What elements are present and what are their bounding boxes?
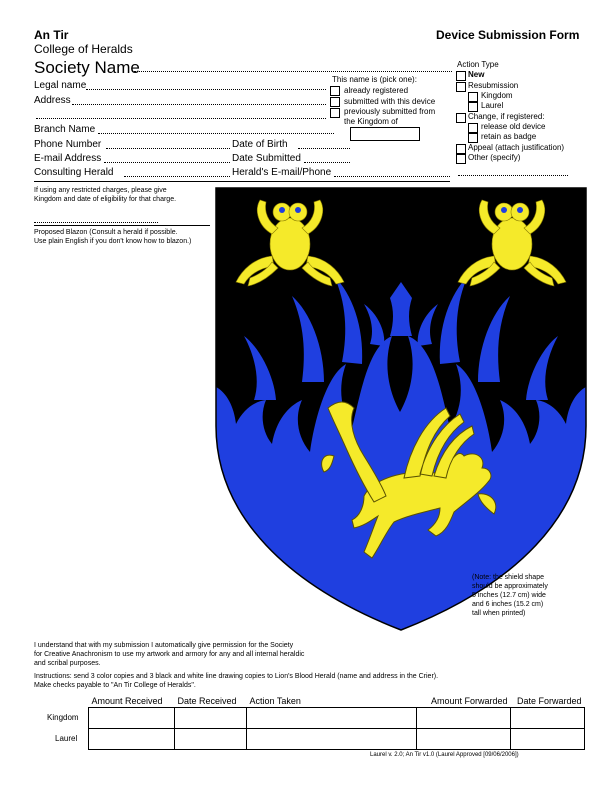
frog-eye — [501, 207, 507, 213]
table-cell[interactable] — [175, 708, 247, 729]
previously-submitted-checkbox[interactable] — [330, 108, 340, 118]
change-checkbox[interactable] — [456, 113, 466, 123]
restricted-note-1: If using any restricted charges, please give — [34, 187, 167, 194]
shield-note-3: 5 inches (12.7 cm) wide — [472, 592, 546, 599]
branch-name-label: Branch Name — [34, 124, 96, 135]
change-label: Change, if registered: — [468, 112, 545, 121]
email-line[interactable] — [104, 162, 230, 163]
college-name: College of Heralds — [34, 42, 133, 56]
kingdom-of-label: the Kingdom of — [344, 117, 398, 126]
permission-line-2: for Creative Anachronism to use my artwork and armory for any and all internal heraldic — [34, 651, 305, 658]
date-submitted-label: Date Submitted — [232, 153, 301, 164]
dob-line[interactable] — [298, 148, 350, 149]
instructions-line-1: Instructions: send 3 color copies and 3 black and white line drawing copies to Lion's Blood Herald (name and address in the Crier). — [34, 673, 439, 680]
table-cell[interactable] — [511, 729, 585, 750]
col-amount-forwarded: Amount Forwarded — [430, 696, 508, 706]
herald-email-line[interactable] — [334, 176, 450, 177]
other-label: Other (specify) — [468, 153, 521, 162]
blazon-note-2: Use plain English if you don't know how to blazon.) — [34, 238, 192, 245]
col-action-taken: Action Taken — [249, 696, 301, 706]
table-row — [89, 729, 585, 750]
kingdom-name: An Tir — [34, 28, 69, 42]
table-cell[interactable] — [89, 708, 175, 729]
col-date-forwarded: Date Forwarded — [516, 696, 582, 706]
retain-badge-checkbox[interactable] — [468, 133, 478, 143]
society-name-label: Society Name — [34, 58, 140, 77]
row-label-kingdom: Kingdom — [47, 713, 79, 722]
table-cell[interactable] — [247, 729, 417, 750]
col-amount-received: Amount Received — [91, 696, 163, 706]
shield-note-1: (Note: the shield shape — [472, 574, 544, 581]
shield-note-5: tall when printed) — [472, 610, 526, 617]
table-cell[interactable] — [175, 729, 247, 750]
name-status-heading: This name is (pick one): — [332, 75, 417, 84]
branch-name-line[interactable] — [98, 133, 334, 134]
permission-line-3: and scribal purposes. — [34, 660, 101, 667]
retain-badge-label: retain as badge — [481, 132, 537, 141]
society-name-line[interactable] — [134, 71, 452, 72]
new-label: New — [468, 70, 485, 79]
dob-label: Date of Birth — [232, 139, 288, 150]
resubmission-checkbox[interactable] — [456, 82, 466, 92]
frog-eye — [295, 207, 301, 213]
consulting-herald-label: Consulting Herald — [34, 167, 114, 178]
release-old-label: release old device — [481, 122, 546, 131]
table-cell[interactable] — [417, 708, 511, 729]
kingdom-of-input[interactable] — [350, 127, 420, 141]
table-row — [89, 708, 585, 729]
shield-note-2: should be approximately — [472, 583, 548, 590]
date-submitted-line[interactable] — [304, 162, 350, 163]
restricted-note-2: Kingdom and date of eligibility for that charge. — [34, 196, 177, 203]
appeal-label: Appeal (attach justification) — [468, 143, 565, 152]
other-checkbox[interactable] — [456, 154, 466, 164]
other-specify-line[interactable] — [458, 175, 568, 176]
appeal-checkbox[interactable] — [456, 144, 466, 154]
restricted-line[interactable] — [34, 222, 158, 223]
resubmission-label: Resubmission — [468, 81, 519, 90]
frog-eye — [517, 207, 523, 213]
col-date-received: Date Received — [177, 696, 237, 706]
submitted-with-device-checkbox[interactable] — [330, 97, 340, 107]
resub-laurel-label: Laurel — [481, 101, 504, 110]
email-label: E-mail Address — [34, 153, 102, 164]
legal-name-line[interactable] — [86, 89, 326, 90]
table-cell[interactable] — [417, 729, 511, 750]
address-line-2[interactable] — [36, 118, 326, 119]
address-label: Address — [34, 95, 71, 106]
consulting-herald-line[interactable] — [124, 176, 230, 177]
resub-laurel-checkbox[interactable] — [468, 102, 478, 112]
release-old-checkbox[interactable] — [468, 123, 478, 133]
office-use-table — [88, 696, 585, 750]
action-type-heading: Action Type — [457, 60, 499, 69]
table-cell[interactable] — [511, 708, 585, 729]
resub-kingdom-checkbox[interactable] — [468, 92, 478, 102]
device-shield — [214, 186, 588, 632]
legal-name-label: Legal name — [34, 80, 87, 91]
herald-email-label: Herald's E-mail/Phone — [232, 167, 332, 178]
phone-label: Phone Number — [34, 139, 102, 150]
address-line-1[interactable] — [72, 104, 326, 105]
previously-submitted-label: previously submitted from — [344, 107, 436, 116]
row-label-laurel: Laurel — [55, 734, 78, 743]
table-cell[interactable] — [247, 708, 417, 729]
blazon-note-1: Proposed Blazon (Consult a herald if possible. — [34, 229, 178, 236]
blazon-divider — [34, 225, 210, 226]
form-title: Device Submission Form — [436, 28, 580, 42]
fields-divider — [34, 181, 450, 182]
submitted-with-device-label: submitted with this device — [344, 97, 436, 106]
shield-note-4: and 6 inches (15.2 cm) — [472, 601, 544, 608]
already-registered-checkbox[interactable] — [330, 86, 340, 96]
instructions-line-2: Make checks payable to "An Tir College of Heralds". — [34, 682, 196, 689]
footer-version: Laurel v. 2.0; An Tir v1.0 (Laurel Approved [09/06/2006]) — [370, 752, 519, 758]
phone-line[interactable] — [106, 148, 230, 149]
new-checkbox[interactable] — [456, 71, 466, 81]
resub-kingdom-label: Kingdom — [481, 91, 513, 100]
frog-eye — [279, 207, 285, 213]
table-cell[interactable] — [89, 729, 175, 750]
already-registered-label: already registered — [344, 86, 409, 95]
permission-line-1: I understand that with my submission I automatically give permission for the Society — [34, 642, 294, 649]
